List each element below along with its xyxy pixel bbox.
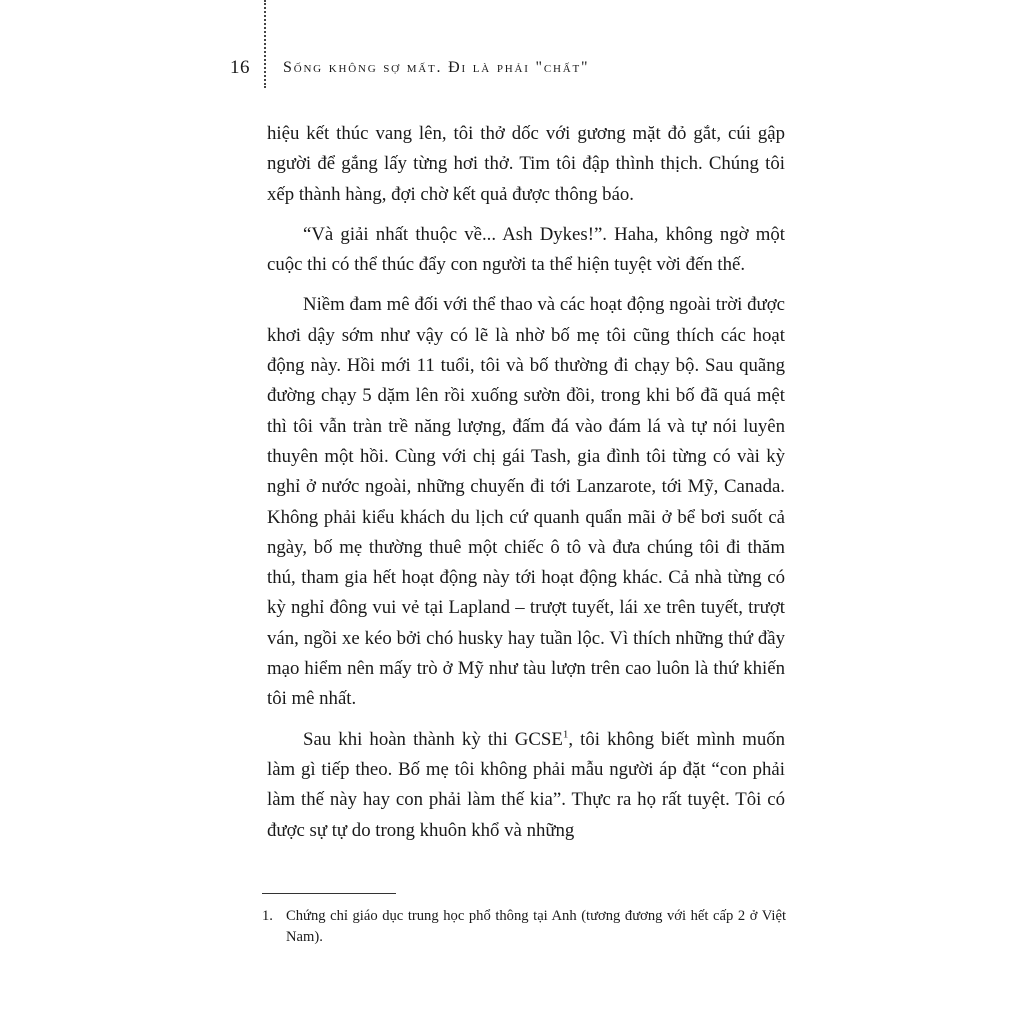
body-text — [267, 119, 785, 856]
paragraph-4-rest: , tôi không biết mình muốn làm gì tiếp theo. Bố mẹ tôi không phải mẫu người áp đặt “con phải làm thế này hay con phải làm thế kia”. Thực ra họ rất tuyệt. Tôi có được sự tự do trong khuôn khổ và những — [267, 728, 785, 841]
paragraph-2: “Và giải nhất thuộc về... Ash Dykes!”. Haha, không ngờ một cuộc thi có thể thúc đẩy con người ta thể hiện tuyệt vời đến thế. — [267, 223, 785, 276]
footnote-divider — [262, 893, 396, 894]
running-header-title: Sống không sợ mất. Đi là phải "chất" — [283, 59, 590, 76]
header-dotted-divider — [264, 0, 266, 88]
footnote-marker: 1 — [562, 728, 569, 741]
footnote-number: 1. — [262, 908, 273, 924]
footnote-text: Chứng chỉ giáo dục trung học phổ thông tại Anh (tương đương với hết cấp 2 ở Việt Nam). — [286, 908, 786, 945]
page-number: 16 — [230, 57, 250, 78]
paragraph-3: Niềm đam mê đối với thể thao và các hoạt động ngoài trời được khơi dậy sớm như vậy có lẽ là nhờ bố mẹ tôi cũng thích các hoạt động này. Hồi mới 11 tuổi, tôi và bố thường đi chạy bộ. Sau quãng đường chạy 5 dặm lên rồi xuống sườn đồi, trong khi bố đã quá mệt thì tôi vẫn tràn trề năng lượng, đấm đá vào đám lá và tự nói luyên thuyên một hồi. Cùng với chị gái Tash, gia đình tôi từng có vài kỳ nghỉ ở nước ngoài, những chuyến đi tới Lanzarote, tới Mỹ, Canada. Không phải kiểu khách du lịch cứ quanh quẩn mãi ở bể bơi suốt cả ngày, bố mẹ thường thuê một chiếc ô tô và đưa chúng tôi đi thăm thú, tham gia hết hoạt động này tới hoạt động khác. Cả nhà từng có kỳ nghỉ đông vui vẻ tại Lapland – trượt tuyết, lái xe trên tuyết, trượt ván, ngồi xe kéo bởi chó husky hay tuần lộc. Vì thích những thứ đầy mạo hiểm nên mấy trò ở Mỹ như tàu lượn trên cao luôn là thứ khiến tôi mê nhất. — [267, 294, 785, 710]
footnote — [262, 906, 786, 948]
paragraph-1: hiệu kết thúc vang lên, tôi thở dốc với gương mặt đỏ gắt, cúi gập người để gắng lấy từng hơi thở. Tim tôi đập thình thịch. Chúng tôi xếp thành hàng, đợi chờ kết quả được thông báo. — [267, 123, 785, 205]
paragraph-4-start: Sau khi hoàn thành kỳ thi GCSE — [303, 728, 563, 750]
paragraph-4 — [267, 725, 785, 846]
